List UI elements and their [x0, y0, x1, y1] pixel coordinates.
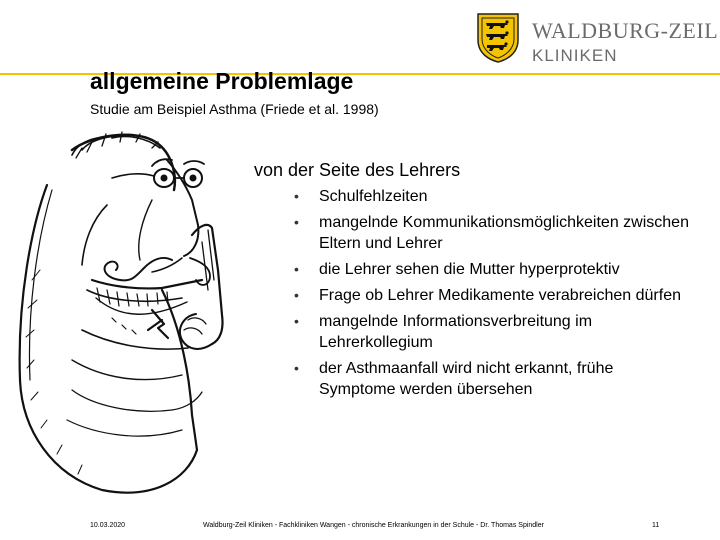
bullet-text: mangelnde Informationsverbreitung im Lehrerkollegium — [319, 313, 593, 351]
list-item — [294, 358, 694, 400]
bullet-text: Frage ob Lehrer Medikamente verabreichen dürfen — [319, 287, 681, 304]
bullet-text: Schulfehlzeiten — [319, 188, 428, 205]
slide-title: allgemeine Problemlage — [90, 68, 354, 94]
list-item — [294, 285, 694, 306]
lions-crest-icon — [476, 12, 520, 64]
bullet-icon: • — [294, 360, 299, 376]
bullet-icon: • — [294, 313, 299, 329]
brand-subname: KLINIKEN — [532, 46, 618, 65]
list-item — [294, 259, 694, 280]
teacher-caricature-icon — [12, 130, 267, 500]
bullet-text: mangelnde Kommunikationsmöglichkeiten zwischen Eltern und Lehrer — [319, 214, 689, 252]
section-heading: von der Seite des Lehrers — [254, 160, 461, 180]
footer-date: 10.03.2020 — [90, 522, 126, 529]
slide-subtitle: Studie am Beispiel Asthma (Friede et al. 1998) — [90, 101, 379, 117]
footer-text: Waldburg-Zeil Kliniken - Fachkliniken Wangen - chronische Erkrankungen in der Schule - Dr. Thomas Spindler — [203, 522, 544, 529]
bullet-list — [294, 186, 694, 405]
brand-name: WALDBURG-ZEIL — [532, 18, 719, 43]
bullet-icon: • — [294, 188, 299, 204]
list-item — [294, 212, 694, 254]
brand-logo — [476, 12, 719, 65]
bullet-icon: • — [294, 214, 299, 230]
bullet-text: der Asthmaanfall wird nicht erkannt, frühe Symptome werden übersehen — [319, 360, 614, 398]
list-item — [294, 186, 694, 207]
bullet-text: die Lehrer sehen die Mutter hyperprotektiv — [319, 261, 620, 278]
bullet-icon: • — [294, 261, 299, 277]
list-item — [294, 311, 694, 353]
page-number: 11 — [652, 522, 660, 529]
bullet-icon: • — [294, 287, 299, 303]
